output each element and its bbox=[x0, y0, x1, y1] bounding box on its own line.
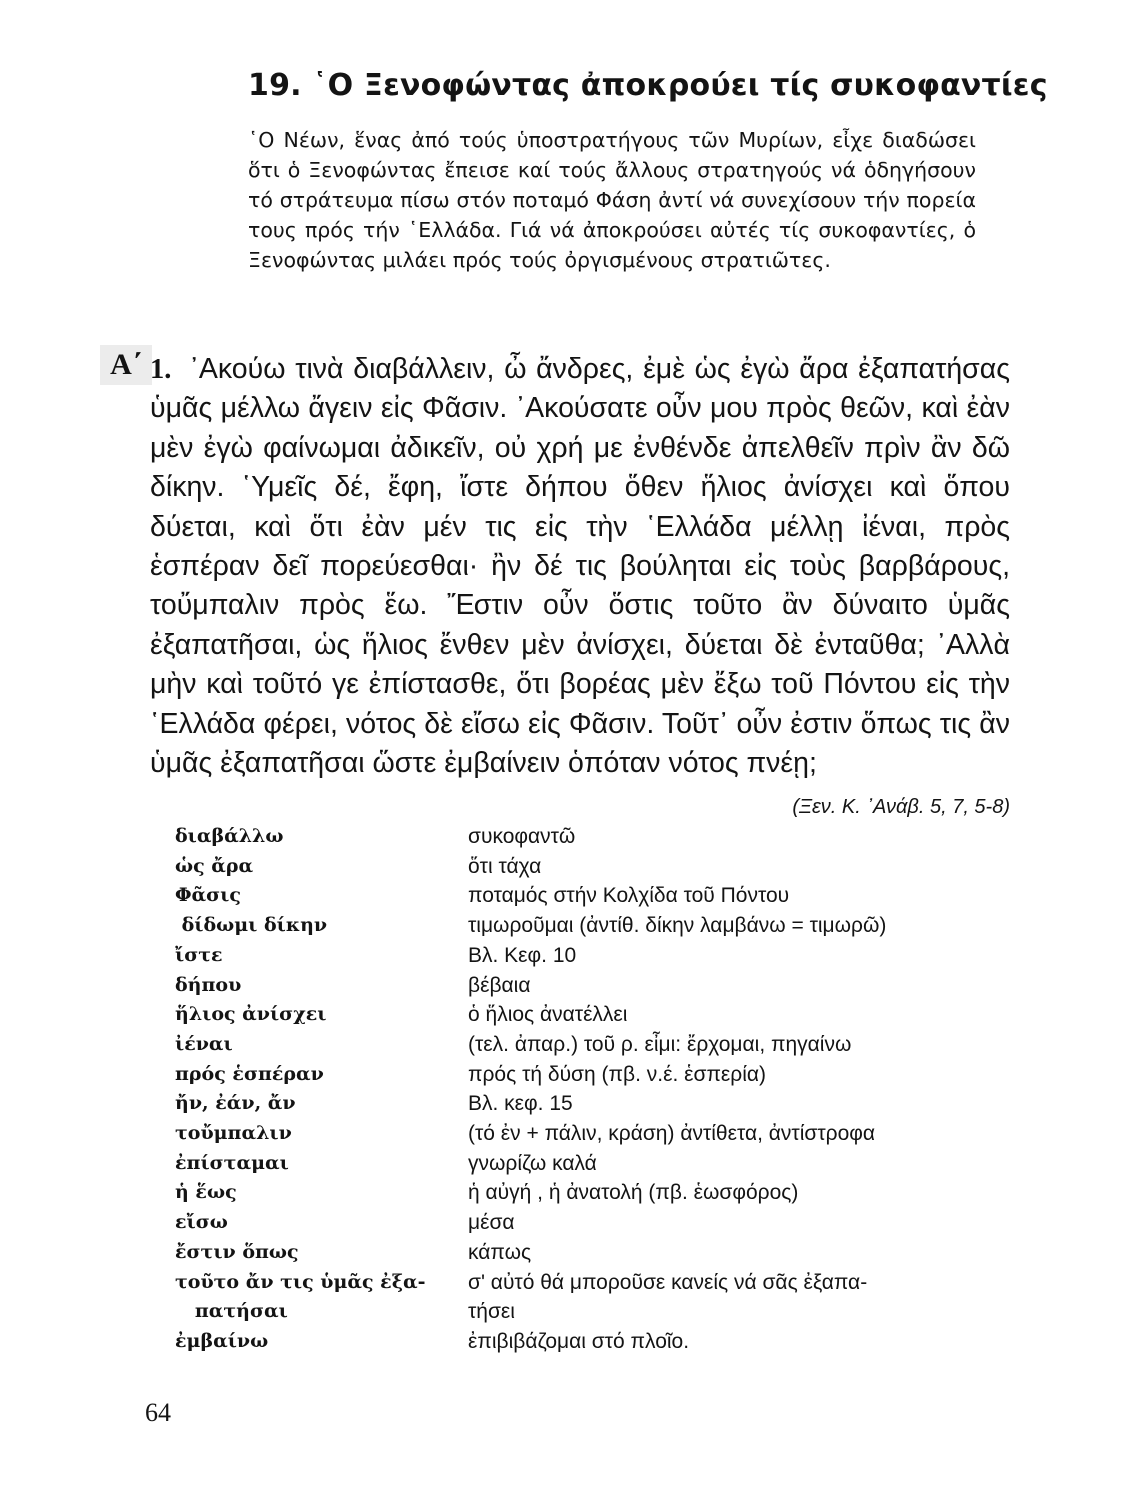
passage-text: ᾿Ακούω τινὰ διαβάλλειν, ὦ ἄνδρες, ἐμὲ ὡς ἐγὼ ἄρα ἐξαπατήσας ὑμᾶς μέλλω ἄγειν εἰς Φᾶσιν. ᾿Ακούσατε οὖν μου πρὸς θεῶν, καὶ ἐὰν μὲν ἐγὼ φαίνωμαι ἀδικεῖν, οὐ χρή με ἐνθένδε ἀπελθεῖν πρὶν ἂν δῶ δίκην. ῾Υμεῖς δέ, ἔφη, ἴστε δήπου ὅθεν ἥλιος ἀνίσχει καὶ ὅπου δύεται, καὶ ὅτι ἐὰν μέν τις εἰς τὴν ῾Ελλάδα μέλλῃ ἰέναι, πρὸς ἑσπέραν δεῖ πορεύεσθαι· ἢν δέ τις βούληται εἰς τοὺς βαρβάρους, τοὔμπαλιν πρὸς ἕω. Ἔστιν οὖν ὅστις τοῦτο ἂν δύναιτο ὑμᾶς ἐξαπατῆσαι, ὡς ἥλιος ἔνθεν μὲν ἀνίσχει, δύεται δὲ ἐνταῦθα; ᾿Αλλὰ μὴν καὶ τοῦτό γε ἐπίστασθε, ὅτι βορέας μὲν ἔξω τοῦ Πόντου εἰς τὴν ῾Ελλάδα φέρει, νότος δὲ εἴσω εἰς Φᾶσιν. Τοῦτ᾿ οὖν ἐστιν ὅπως τις ἂν ὑμᾶς ἐξαπατῆσαι ὥστε ἐμβαίνειν ὁπόταν νότος πνέῃ; bbox=[150, 353, 1010, 780]
glossary-definition: γνωρίζω καλά bbox=[468, 1151, 597, 1175]
glossary-definition: τιμωροῦμαι (ἀντίθ. δίκην λαμβάνω = τιμωρῶ) bbox=[468, 914, 887, 938]
glossary-definition: (τελ. ἀπαρ.) τοῦ ρ. εἶμι: ἔρχομαι, πηγαίνω bbox=[468, 1032, 852, 1056]
glossary-term: εἴσω bbox=[175, 1211, 228, 1234]
glossary-row bbox=[175, 1119, 1025, 1149]
glossary-definition: ἡ αὐγή , ἡ ἀνατολή (πβ. ἑωσφόρος) bbox=[468, 1181, 799, 1205]
glossary-definition: σ' αὐτό θά μποροῦσε κανείς νά σᾶς ἐξαπα- bbox=[468, 1270, 868, 1294]
glossary-row bbox=[175, 852, 1025, 882]
glossary-row bbox=[175, 1178, 1025, 1208]
glossary-term: ἔστιν ὅπως bbox=[175, 1240, 299, 1263]
glossary-definition: μέσα bbox=[468, 1211, 515, 1235]
glossary-row bbox=[175, 1238, 1025, 1268]
glossary-row bbox=[175, 1060, 1025, 1090]
glossary-term: ἐμβαίνω bbox=[175, 1329, 269, 1352]
glossary-term: τοὔμπαλιν bbox=[175, 1122, 292, 1145]
glossary-row bbox=[175, 941, 1025, 971]
glossary-row bbox=[175, 1208, 1025, 1238]
glossary-definition: ἐπιβιβάζομαι στό πλοῖο. bbox=[468, 1329, 690, 1353]
glossary-row bbox=[175, 1030, 1025, 1060]
section-marker: Α΄ bbox=[100, 345, 152, 385]
chapter-title: 19. ῾Ο Ξενοφώντας ἀποκρούει τίς συκοφαντίες bbox=[248, 68, 1048, 103]
glossary-definition: πρός τή δύση (πβ. ν.έ. ἑσπερία) bbox=[468, 1062, 767, 1086]
glossary-definition: ὁ ἥλιος ἀνατέλλει bbox=[468, 1003, 628, 1027]
glossary-row bbox=[175, 1089, 1025, 1119]
glossary-definition: συκοφαντῶ bbox=[468, 825, 576, 848]
glossary-term: ὡς ἄρα bbox=[175, 854, 254, 877]
glossary-term: ἤν, ἐάν, ἄν bbox=[175, 1092, 296, 1115]
glossary-row bbox=[175, 971, 1025, 1001]
glossary bbox=[175, 822, 1025, 1357]
glossary-term: δίδωμι δίκην bbox=[175, 914, 328, 937]
greek-passage bbox=[150, 350, 1010, 783]
glossary-definition: Βλ. Κεφ. 10 bbox=[468, 943, 577, 967]
glossary-definition: ποταμός στήν Κολχίδα τοῦ Πόντου bbox=[468, 884, 790, 908]
page-number: 64 bbox=[145, 1398, 171, 1427]
glossary-row bbox=[175, 881, 1025, 911]
glossary-definition: (τό ἐν + πάλιν, κράση) ἀντίθετα, ἀντίστροφα bbox=[468, 1122, 876, 1146]
glossary-term: πατήσαι bbox=[175, 1300, 288, 1323]
glossary-term: διαβάλλω bbox=[175, 825, 284, 847]
intro-paragraph: ῾Ο Νέων, ἕνας ἀπό τούς ὑποστρατήγους τῶν Μυρίων, εἶχε διαδώσει ὅτι ὁ Ξενοφώντας ἔπεισε καί τούς ἄλλους στρατηγούς νά ὁδηγήσουν τό στράτευμα πίσω στόν ποταμό Φάση ἀντί νά συνεχίσουν τήν πορεία τους πρός τήν ῾Ελλάδα. Γιά νά ἀποκρούσει αὐτές τίς συκοφαντίες, ὁ Ξενοφώντας μιλάει πρός τούς ὀργισμένους στρατιῶτες. bbox=[248, 128, 976, 272]
glossary-definition: Βλ. κεφ. 15 bbox=[468, 1092, 573, 1116]
glossary-term: τοῦτο ἄν τις ὑμᾶς ἐξα- bbox=[175, 1270, 426, 1293]
glossary-row bbox=[175, 1000, 1025, 1030]
glossary-row bbox=[175, 1268, 1025, 1298]
glossary-row bbox=[175, 1327, 1025, 1357]
glossary-term: δήπου bbox=[175, 973, 242, 996]
passage-number: 1. bbox=[150, 354, 172, 385]
glossary-row bbox=[175, 911, 1025, 941]
citation: (Ξεν. Κ. ᾿Ανάβ. 5, 7, 5-8) bbox=[792, 796, 1010, 818]
glossary-row bbox=[175, 1297, 1025, 1327]
glossary-definition: βέβαια bbox=[468, 973, 531, 997]
glossary-term: ἐπίσταμαι bbox=[175, 1151, 289, 1174]
glossary-term: ἡ ἕως bbox=[175, 1181, 237, 1204]
glossary-row bbox=[175, 1149, 1025, 1179]
glossary-definition: ὅτι τάχα bbox=[468, 854, 542, 878]
glossary-term: ἥλιος ἀνίσχει bbox=[175, 1003, 327, 1026]
glossary-row bbox=[175, 822, 1025, 852]
glossary-term: ἰέναι bbox=[175, 1032, 233, 1055]
glossary-term: Φᾶσις bbox=[175, 884, 241, 907]
glossary-definition: τήσει bbox=[468, 1300, 515, 1324]
glossary-term: ἴστε bbox=[175, 943, 223, 966]
glossary-term: πρός ἑσπέραν bbox=[175, 1062, 324, 1085]
glossary-definition: κάπως bbox=[468, 1240, 532, 1264]
